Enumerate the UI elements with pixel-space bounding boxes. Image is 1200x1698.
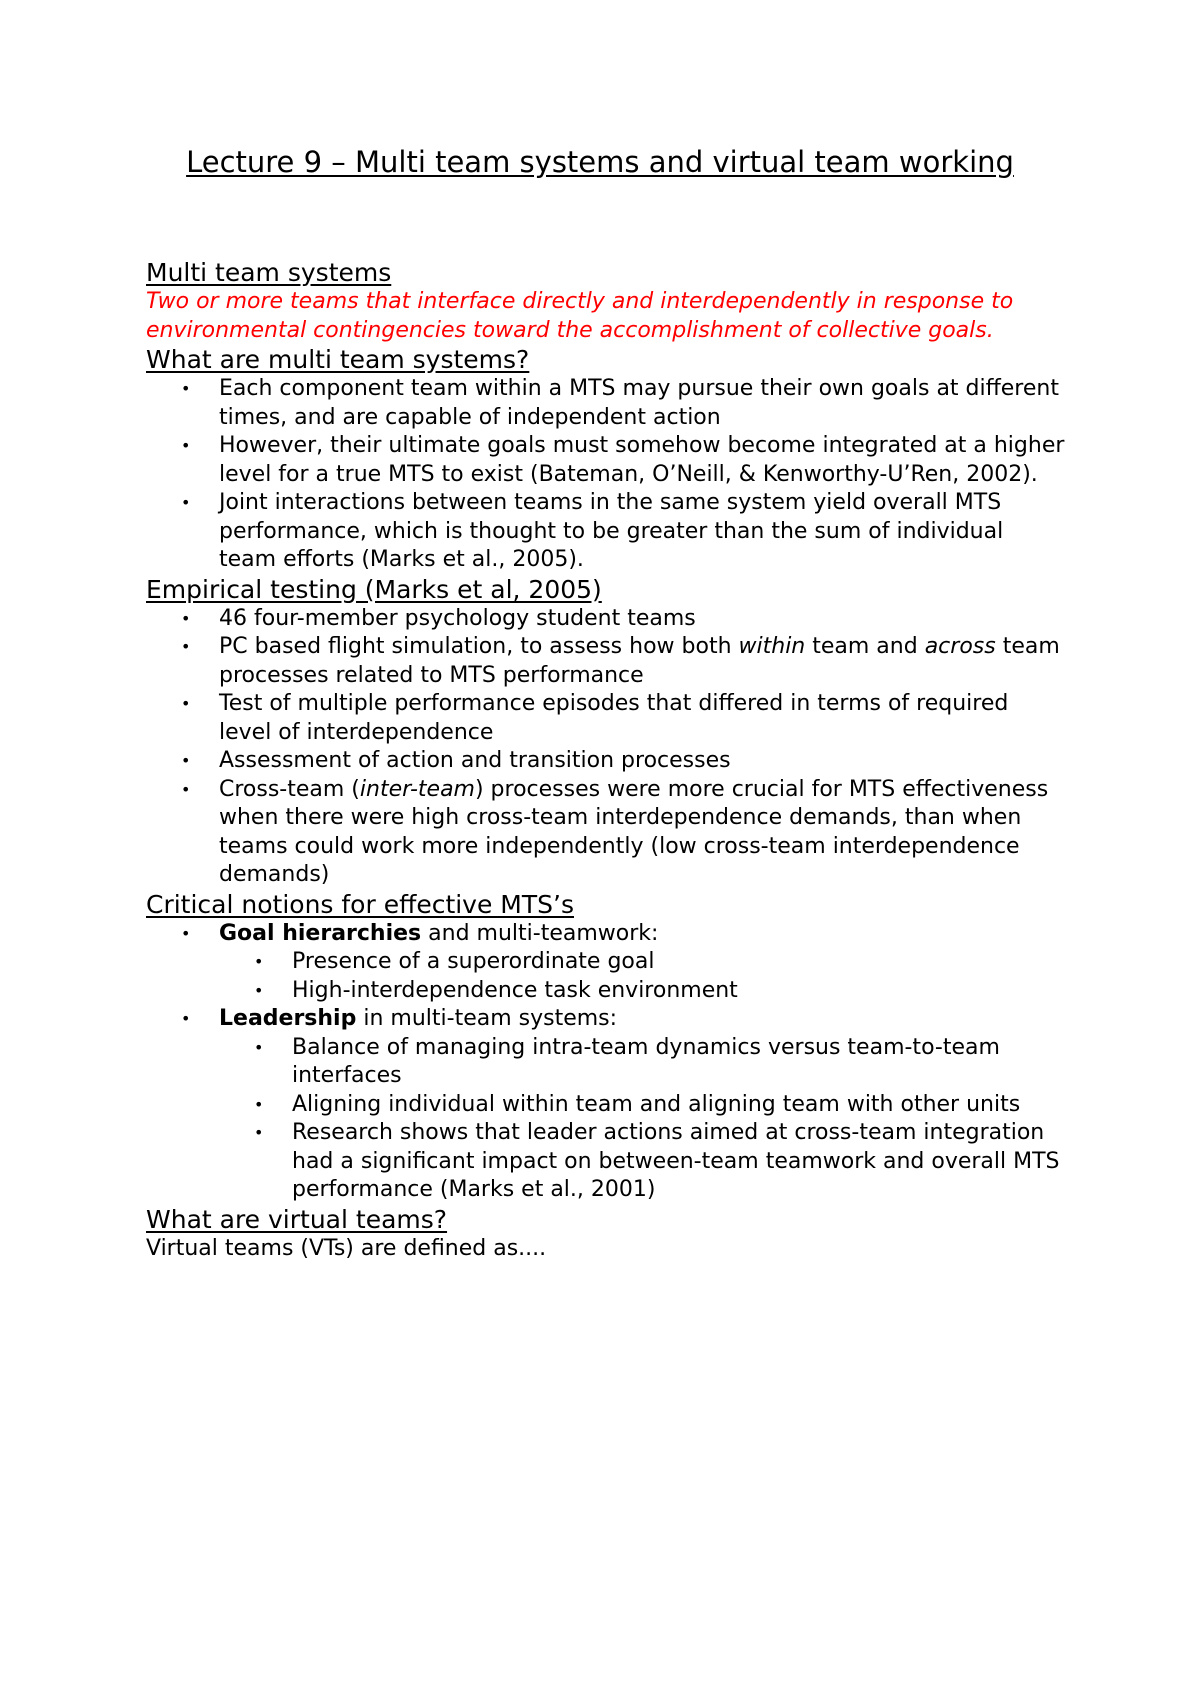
definition-text: Two or more teams that interface directly and interdependently in response to environmental contingencies toward the accomplishment of collective goals.	[146, 289, 1014, 343]
bold-term: Leadership	[219, 1006, 357, 1031]
bullet-list-critical-notions	[146, 920, 1066, 949]
bullet-list-what-are-mts	[146, 375, 1066, 575]
virtual-teams-text: Virtual teams (VTs) are defined as....	[146, 1235, 547, 1261]
text-run: in multi-team systems:	[356, 1006, 618, 1031]
list-item	[146, 633, 1066, 690]
list-item	[146, 1005, 1066, 1034]
list-item: • Each component team within a MTS may pursue their own goals at different times, and are capable of independent action	[146, 375, 1066, 432]
heading-critical-notions: Critical notions for effective MTS’s	[146, 889, 574, 919]
italic-text: inter-team	[359, 776, 475, 802]
list-item	[146, 920, 1066, 949]
text-run: and multi-teamwork:	[421, 920, 659, 946]
sub-list-item: • Aligning individual within team and aligning team with other units	[146, 1091, 1066, 1120]
sub-list-item: • Presence of a superordinate goal	[146, 948, 1066, 977]
bold-term: Goal hierarchies	[219, 920, 422, 946]
sub-list-leadership	[146, 1034, 1066, 1205]
heading-what-are-mts: What are multi team systems?	[146, 345, 530, 374]
sub-list-goal-hierarchies	[146, 948, 1066, 1005]
heading-empirical-testing: Empirical testing (Marks et al, 2005)	[146, 574, 602, 604]
list-item: • Joint interactions between teams in the same system yield overall MTS performance, which is thought to be greater than the sum of individual team efforts (Marks et al., 2005).	[146, 489, 1066, 575]
sub-list-item: • High-interdependence task environment	[146, 977, 1066, 1006]
text-run: PC based flight simulation, to assess how both	[219, 634, 739, 659]
text-run: team processes related to MTS performance	[219, 634, 1060, 688]
list-item: • Assessment of action and transition processes	[146, 747, 1066, 776]
sub-list-item: • Research shows that leader actions aimed at cross-team integration had a significant impact on between-team teamwork and overall MTS performance (Marks et al., 2001)	[146, 1119, 1066, 1205]
sub-list-item: • Balance of managing intra-team dynamics versus team-to-team interfaces	[146, 1034, 1066, 1091]
list-item: • However, their ultimate goals must somehow become integrated at a higher level for a true MTS to exist (Bateman, O’Neill, & Kenworthy-U’Ren, 2002).	[146, 432, 1066, 489]
heading-virtual-teams: What are virtual teams?	[146, 1204, 448, 1234]
bullet-list-leadership	[146, 1005, 1066, 1034]
bullet-list-empirical-testing	[146, 605, 1066, 890]
document-body	[146, 258, 1066, 1263]
list-item	[146, 776, 1066, 890]
list-item: • Test of multiple performance episodes that differed in terms of required level of interdependence	[146, 690, 1066, 747]
text-run: Cross-team (	[219, 776, 360, 802]
italic-text: across	[924, 634, 996, 659]
list-item: • 46 four-member psychology student teams	[146, 605, 1066, 634]
page-title: Lecture 9 – Multi team systems and virtual team working	[186, 145, 1014, 179]
text-run: ) processes were more crucial for MTS effectiveness when there were high cross-team interdependence demands, than when teams could work more independently (low cross-team interdependence demands)	[219, 776, 1049, 887]
text-run: team and	[805, 634, 925, 659]
italic-text: within	[738, 634, 806, 659]
heading-multi-team-systems: Multi team systems	[146, 258, 392, 287]
